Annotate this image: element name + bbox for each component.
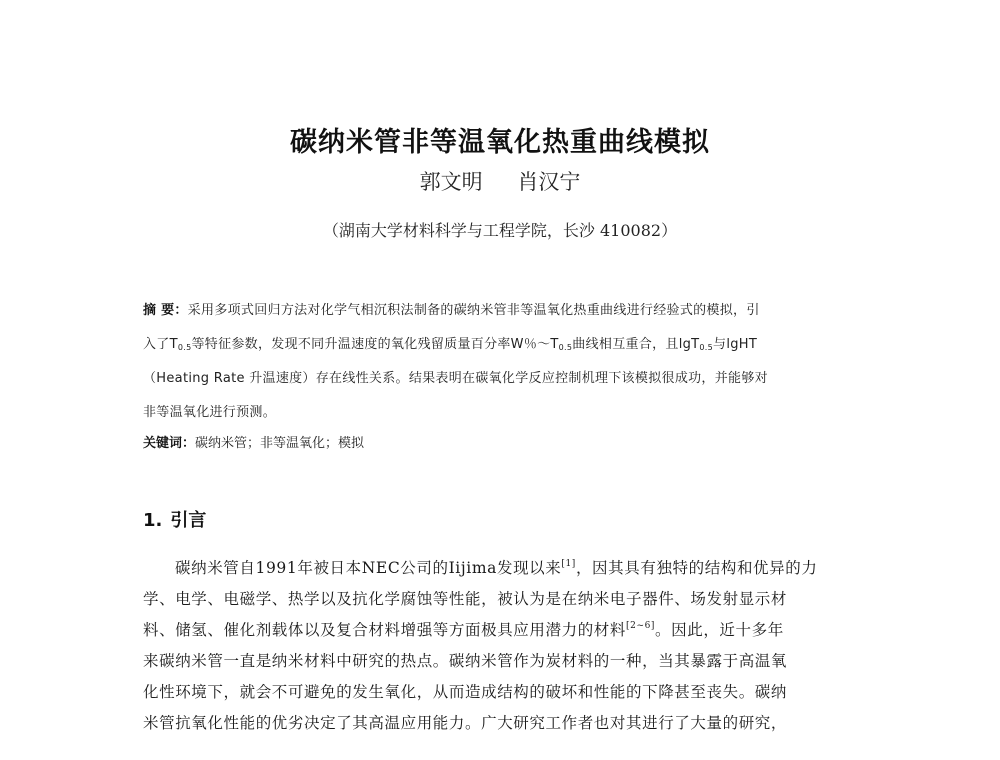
section-title: 引言 xyxy=(170,510,207,531)
author-name: 郭文明 xyxy=(419,170,483,194)
abstract-text: 入了T xyxy=(143,337,178,352)
abstract-line: （Heating Rate 升温速度）存在线性关系。结果表明在碳氧化学反应控制机理下该模拟很成功，并能够对 xyxy=(143,371,768,386)
abstract-text: 曲线相互重合，且lgT xyxy=(572,337,700,352)
body-line: 学、电学、电磁学、热学以及抗化学腐蚀等性能，被认为是在纳米电子器件、场发射显示材 xyxy=(143,590,788,608)
author-list xyxy=(0,166,1000,196)
abstract xyxy=(143,294,858,430)
keywords-text: 碳纳米管；非等温氧化；模拟 xyxy=(195,436,365,451)
abstract-text: 与lgHT xyxy=(713,337,758,352)
body-line: 化性环境下，就会不可避免的发生氧化，从而造成结构的破坏和性能的下降甚至丧失。碳纳 xyxy=(143,683,788,701)
body-line: 米管抗氧化性能的优劣决定了其高温应用能力。广大研究工作者也对其进行了大量的研究， xyxy=(143,714,788,732)
author-name: 肖汉宁 xyxy=(517,170,581,194)
body-text xyxy=(143,553,858,739)
citation-ref: [2~6] xyxy=(626,621,656,631)
section-number: 1. xyxy=(143,510,163,531)
body-text-run: 。因此，近十多年 xyxy=(655,621,784,639)
affiliation: （湖南大学材料科学与工程学院，长沙 410082） xyxy=(322,221,678,240)
abstract-line xyxy=(143,328,858,362)
body-line xyxy=(143,615,858,646)
body-line: 来碳纳米管一直是纳米材料中研究的热点。碳纳米管作为炭材料的一种，当其暴露于高温氧 xyxy=(143,652,788,670)
body-text-run: 料、储氢、催化剂载体以及复合材料增强等方面极具应用潜力的材料 xyxy=(143,621,627,639)
section-heading xyxy=(143,506,206,532)
body-text-run: 碳纳米管自1991年被日本NEC公司的Iijima发现以来 xyxy=(175,559,562,577)
citation-ref: [1] xyxy=(561,559,576,569)
abstract-text: 等特征参数，发现不同升温速度的氧化残留质量百分率W％～T xyxy=(191,337,559,352)
keywords xyxy=(143,432,364,451)
keywords-label: 关键词： xyxy=(143,436,196,451)
subscript: 0.5 xyxy=(558,343,573,352)
abstract-text: 采用多项式回归方法对化学气相沉积法制备的碳纳米管非等温氧化热重曲线进行经验式的模拟，引 xyxy=(187,303,760,318)
abstract-line: 非等温氧化进行预测。 xyxy=(143,405,277,420)
paper-title: 碳纳米管非等温氧化热重曲线模拟 xyxy=(290,127,710,158)
body-line xyxy=(143,553,858,584)
abstract-line xyxy=(143,294,858,328)
subscript: 0.5 xyxy=(699,343,714,352)
subscript: 0.5 xyxy=(177,343,192,352)
abstract-label: 摘 要： xyxy=(143,303,188,318)
body-text-run: ，因其具有独特的结构和优异的力 xyxy=(575,559,818,577)
